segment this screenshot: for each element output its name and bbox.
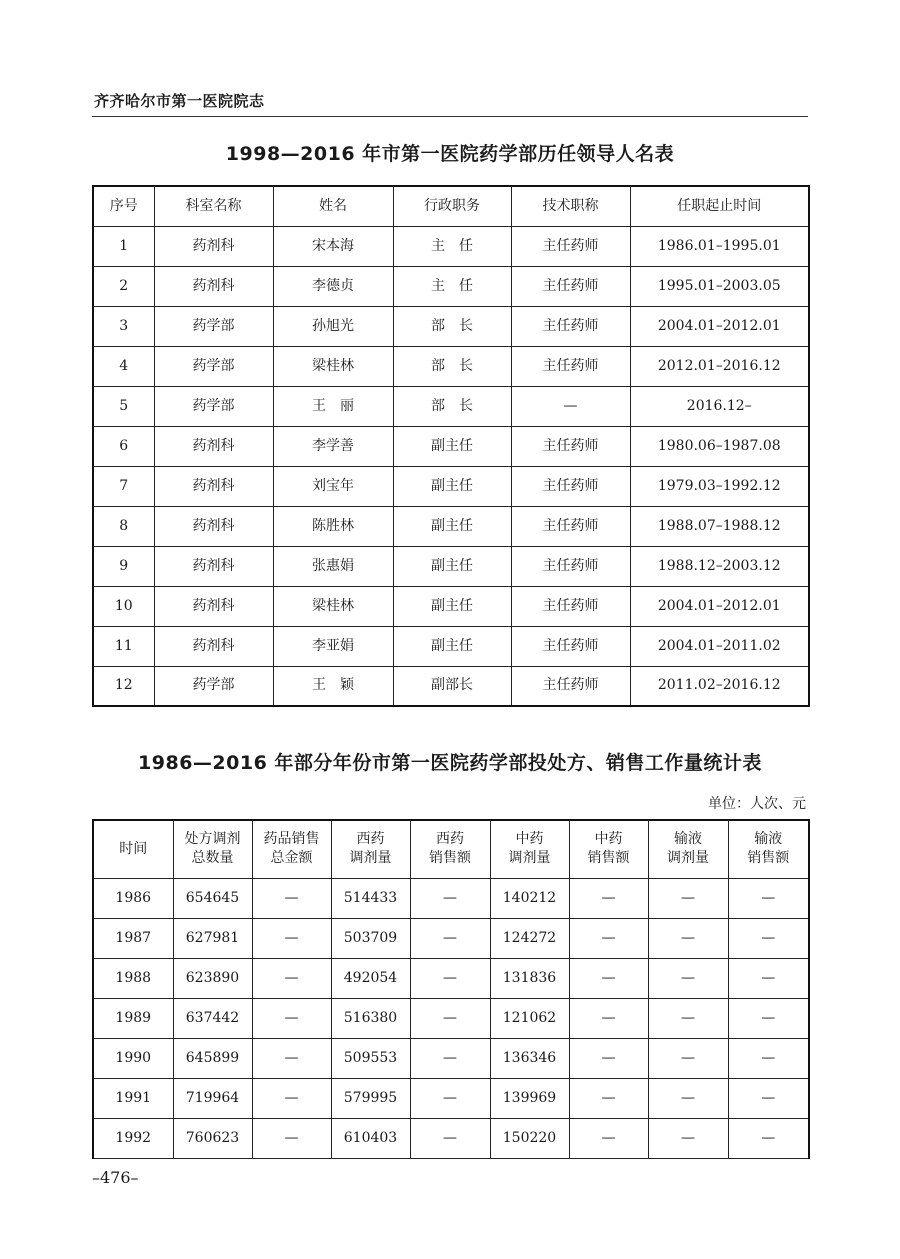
table-row [93,266,809,306]
table-cell: 645899 [173,1038,252,1078]
table-cell: 副主任 [393,466,511,506]
table-cell: 副主任 [393,426,511,466]
table-cell: 部 长 [393,306,511,346]
table-cell: — [648,918,728,958]
table-cell: 131836 [490,958,569,998]
table-cell: 主任药师 [511,666,630,706]
table-cell: 刘宝年 [273,466,393,506]
table-cell: — [728,878,809,918]
table-row [93,306,809,346]
table-cell: 5 [93,386,154,426]
table-cell: 1988 [93,958,173,998]
table-row [93,1038,809,1078]
table-cell: 3 [93,306,154,346]
table-cell: 2012.01–2016.12 [630,346,809,386]
table-cell: 药学部 [154,666,273,706]
table-cell: 2011.02–2016.12 [630,666,809,706]
column-header: 技术职称 [511,186,630,226]
table-cell: 610403 [331,1118,410,1158]
header-row [93,820,809,878]
header-row [93,186,809,226]
table-cell: — [410,918,490,958]
leaders-table-body [93,226,809,706]
table-cell: 主任药师 [511,226,630,266]
workload-table-header [93,820,809,878]
table-cell: 579995 [331,1078,410,1118]
table-cell: 部 长 [393,346,511,386]
table-cell: 李学善 [273,426,393,466]
table-cell: — [728,918,809,958]
table-cell: 136346 [490,1038,569,1078]
table-cell: — [728,958,809,998]
column-header [252,820,331,878]
table-cell: 药剂科 [154,466,273,506]
table-cell: 梁桂林 [273,586,393,626]
table-cell: 654645 [173,878,252,918]
column-header-line: 调剂量 [508,850,551,867]
table-cell: — [648,1078,728,1118]
table-cell: 124272 [490,918,569,958]
table-cell: 药剂科 [154,226,273,266]
table-cell: 1991 [93,1078,173,1118]
table-cell: 李德贞 [273,266,393,306]
table-cell: 副主任 [393,586,511,626]
table-cell: 8 [93,506,154,546]
table-cell: 药剂科 [154,266,273,306]
table-cell: — [252,1078,331,1118]
table-cell: — [511,386,630,426]
table-cell: 503709 [331,918,410,958]
table-cell: 主任药师 [511,626,630,666]
table-cell: — [728,998,809,1038]
table-cell: 4 [93,346,154,386]
table-cell: 药学部 [154,346,273,386]
table-cell: — [410,1078,490,1118]
column-header-line: 药品销售 [263,831,320,848]
table-cell: 139969 [490,1078,569,1118]
table-cell: 药剂科 [154,506,273,546]
table-cell: — [728,1118,809,1158]
table-row [93,346,809,386]
column-header [410,820,490,878]
table-cell: 主任药师 [511,346,630,386]
table-cell: 1990 [93,1038,173,1078]
table-row [93,466,809,506]
workload-table-body [93,878,809,1158]
column-header [490,820,569,878]
table-cell: 140212 [490,878,569,918]
table-cell: — [648,958,728,998]
table-cell: — [410,1118,490,1158]
table-cell: 药学部 [154,386,273,426]
table-row [93,426,809,466]
table-cell: 12 [93,666,154,706]
table-row [93,546,809,586]
column-header-line: 西药 [436,831,464,848]
table-cell: 主任药师 [511,586,630,626]
table-cell: 1979.03–1992.12 [630,466,809,506]
column-header-line: 销售额 [429,850,471,867]
table-cell: 1988.07–1988.12 [630,506,809,546]
table-cell: — [648,878,728,918]
column-header: 序号 [93,186,154,226]
table-cell: 516380 [331,998,410,1038]
column-header-line: 总金额 [270,850,313,867]
table-cell: 2016.12– [630,386,809,426]
workload-table [92,819,810,1159]
column-header [728,820,809,878]
table-cell: 150220 [490,1118,569,1158]
table-cell: 李亚娟 [273,626,393,666]
table-cell: — [569,1118,648,1158]
table-cell: 7 [93,466,154,506]
table-cell: 1 [93,226,154,266]
table-cell: 张惠娟 [273,546,393,586]
column-header [331,820,410,878]
column-header [173,820,252,878]
table-cell: 1995.01–2003.05 [630,266,809,306]
table-cell: 1992 [93,1118,173,1158]
table-cell: 药学部 [154,306,273,346]
table-row [93,878,809,918]
table-cell: — [252,918,331,958]
table-row [93,586,809,626]
table-cell: 514433 [331,878,410,918]
table-row [93,506,809,546]
table-cell: 主任药师 [511,426,630,466]
table-cell: — [252,878,331,918]
column-header-line: 销售额 [747,850,790,867]
table-cell: — [410,998,490,1038]
column-header: 任职起止时间 [630,186,809,226]
table-row [93,998,809,1038]
table-cell: 509553 [331,1038,410,1078]
table-cell: 1980.06–1987.08 [630,426,809,466]
table-cell: 王 丽 [273,386,393,426]
table-cell: 副主任 [393,506,511,546]
table-row [93,1118,809,1158]
table-cell: 719964 [173,1078,252,1118]
table-cell: — [252,1118,331,1158]
table-cell: 627981 [173,918,252,958]
table-cell: 药剂科 [154,546,273,586]
column-header: 行政职务 [393,186,511,226]
table-cell: 1986.01–1995.01 [630,226,809,266]
table1-title: 1998—2016 年市第一医院药学部历任领导人名表 [225,143,675,165]
column-header-line: 西药 [356,831,385,848]
table-cell: — [648,998,728,1038]
column-header-line: 时间 [119,840,148,857]
column-header [569,820,648,878]
table-cell: — [569,878,648,918]
table-cell: — [252,958,331,998]
table-cell: 主 任 [393,266,511,306]
table-row [93,1078,809,1118]
table-cell: — [569,958,648,998]
table-cell: 药剂科 [154,426,273,466]
column-header-line: 中药 [515,831,544,848]
table-cell: — [569,998,648,1038]
table-cell: 部 长 [393,386,511,426]
table-cell: 主 任 [393,226,511,266]
table-cell: 副主任 [393,626,511,666]
table-cell: 主任药师 [511,546,630,586]
leaders-table-header [93,186,809,226]
table-cell: — [410,878,490,918]
leaders-table [92,185,810,707]
table-row [93,386,809,426]
column-header [648,820,728,878]
table-cell: — [569,1038,648,1078]
table-cell: 主任药师 [511,466,630,506]
table-cell: 1989 [93,998,173,1038]
column-header-line: 总数量 [191,850,234,867]
table-cell: — [728,1038,809,1078]
table-cell: 药剂科 [154,586,273,626]
table-cell: 760623 [173,1118,252,1158]
column-header [93,820,173,878]
table-cell: — [252,998,331,1038]
table-cell: 1987 [93,918,173,958]
table-cell: 2004.01–2012.01 [630,586,809,626]
column-header-line: 调剂量 [349,850,392,867]
table2-title: 1986—2016 年部分年份市第一医院药学部投处方、销售工作量统计表 [138,752,762,774]
table-cell: 陈胜林 [273,506,393,546]
table-cell: 2004.01–2012.01 [630,306,809,346]
table-cell: 11 [93,626,154,666]
table-cell: — [728,1078,809,1118]
table-cell: 副部长 [393,666,511,706]
table-cell: — [252,1038,331,1078]
table-cell: 药剂科 [154,626,273,666]
table-cell: 主任药师 [511,306,630,346]
table-cell: — [410,1038,490,1078]
header-rule [92,116,808,117]
table-cell: 宋本海 [273,226,393,266]
table-cell: — [569,1078,648,1118]
running-head: 齐齐哈尔市第一医院院志 [94,92,265,110]
table-cell: 副主任 [393,546,511,586]
table-cell: — [648,1118,728,1158]
table-cell: 9 [93,546,154,586]
column-header: 姓名 [273,186,393,226]
table-cell: 637442 [173,998,252,1038]
table-cell: 492054 [331,958,410,998]
table-cell: — [648,1038,728,1078]
table-row [93,918,809,958]
table-cell: 主任药师 [511,506,630,546]
table-cell: 10 [93,586,154,626]
table-cell: 主任药师 [511,266,630,306]
column-header-line: 调剂量 [667,850,709,867]
table-row [93,626,809,666]
table-cell: 1986 [93,878,173,918]
table-row [93,666,809,706]
column-header-line: 处方调剂 [184,831,241,848]
table-row [93,226,809,266]
column-header-line: 销售额 [587,850,630,867]
table-cell: 121062 [490,998,569,1038]
table-row [93,958,809,998]
table-cell: 孙旭光 [273,306,393,346]
table-cell: 王 颖 [273,666,393,706]
table-cell: — [410,958,490,998]
table-cell: 623890 [173,958,252,998]
page-number: –476– [92,1168,139,1187]
table-cell: 2004.01–2011.02 [630,626,809,666]
unit-label: 单位：人次、元 [708,796,806,812]
column-header-line: 输液 [674,831,702,848]
table-cell: 1988.12–2003.12 [630,546,809,586]
column-header-line: 输液 [754,831,783,848]
column-header-line: 中药 [594,831,623,848]
column-header: 科室名称 [154,186,273,226]
table-cell: — [569,918,648,958]
table-cell: 梁桂林 [273,346,393,386]
table-cell: 6 [93,426,154,466]
table-cell: 2 [93,266,154,306]
